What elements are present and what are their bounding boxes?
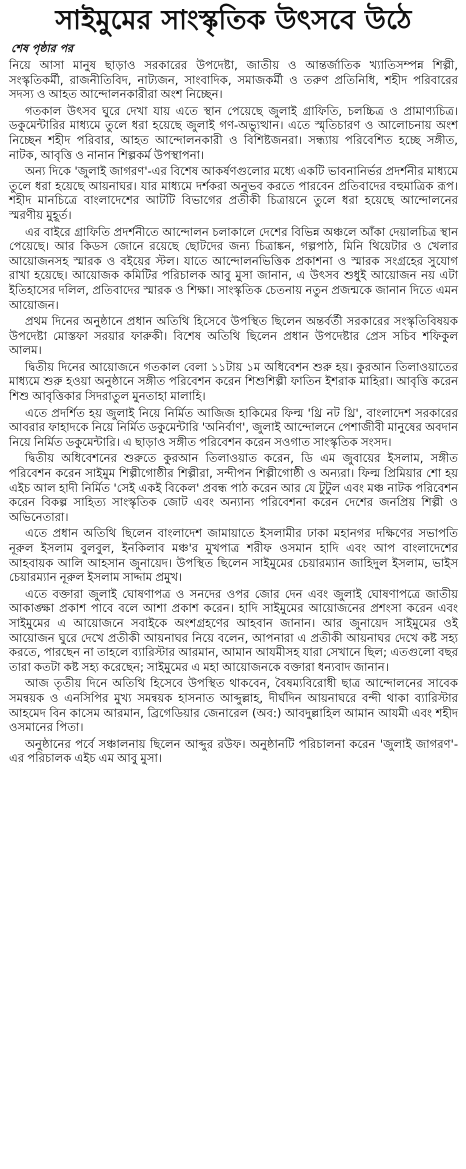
headline: সাইমুমের সাংস্কৃতিক উৎসবে উঠে (55, 5, 412, 36)
paragraph-9: এতে প্রধান অতিথি ছিলেন বাংলাদেশ জামায়াতে ইসলামীর ঢাকা মহানগর দক্ষিণের সভাপতি নূরুল ইসলাম বুলবুল, ইনকিলাব মঞ্চ'র মুখপাত্র শরীফ ওসমান হাদি এবং আপ বাংলাদেশের আহবায়ক আলি আহসান জুনায়েদ। উপস্থিত ছিলেন সাইমুমের চেয়ারম্যান জাহিদুল ইসলাম, ভাইস চেয়ারম্যান নূরুল ইসলাম সাদ্দাম প্রমুখ। (9, 526, 458, 585)
paragraph-7: এতে প্রদর্শিত হয় জুলাই নিয়ে নির্মিত আজিজ হাকিমের ফিল্ম 'থ্রি নট থ্রি', বাংলাদেশ সরকারের আবরার ফাহাদকে নিয়ে নির্মিত ডকুমেন্টারি 'অনির্বাণ', জুলাই আন্দোলনে পেশাজীবী মানুষের অবদান নিয়ে নির্মিত ডকুমেন্টারি। এ ছাড়াও সঙ্গীত পরিবেশন করেন সওগাত সাংস্কৃতিক সংসদ। (9, 405, 458, 449)
paragraph-10: এতে বক্তারা জুলাই ঘোষণাপত্র ও সনদের ওপর জোর দেন এবং জুলাই ঘোষণাপত্রে জাতীয় আকাঙ্ক্ষা প্রকাশ পাবে বলে আশা প্রকাশ করেন। হাদি সাইমুমের আয়োজনের প্রশংসা করেন এবং সাইমুমের এ আয়োজনে সবাইকে অংশগ্রহণের আহবান জানান। আর জুনায়েদ সাইমুমের ওই আয়োজন ঘুরে দেখে প্রতীকী আয়নাঘর নিয়ে বলেন, আপনারা এ প্রতীকী আয়নাঘর দেখে কষ্ট সহ্য করতে, পারছেন না তাহলে ব্যারিস্টার আরমান, আমান আযমীসহ যারা সেখানে ছিল; এতগুলো বছর তারা কতটা কষ্ট সহ্য করেছেন; সাইমুমের এ মহা আয়োজনকে বক্তারা ধন্যবাদ জানান। (9, 586, 458, 674)
paragraph-5: প্রথম দিনের অনুষ্ঠানে প্রধান অতিথি হিসেবে উপস্থিত ছিলেন অন্তর্বর্তী সরকারের সংস্কৃতিবিষয়ক উপদেষ্টা মোস্তফা সরয়ার ফারুকী। বিশেষ অতিথি ছিলেন প্রধান উপদেষ্টার প্রেস সচিব শফিকুল আলম। (9, 314, 458, 358)
paragraph-3: অন্য দিকে 'জুলাই জাগরণ'-এর বিশেষ আকর্ষণগুলোর মধ্যে একটি ভাবনানির্ভর প্রদর্শনীর মাধ্যমে তুলে ধরা হয়েছে আয়নাঘর। যার মাধ্যমে দর্শকরা অনুভব করতে পারবেন প্রতিবাদের বহুমাত্রিক রূপ। শহীদ মানচিত্রে বাংলাদেশের আটটি বিভাগের প্রতীকী চিত্রায়নে তুলে ধরা হয়েছে আন্দোলনের স্মরণীয় মুহূর্ত। (9, 164, 458, 222)
paragraph-12: অনুষ্ঠানের পর্বে সঞ্চালনায় ছিলেন আব্দুর রউফ। অনুষ্ঠানটি পরিচালনা করেন 'জুলাই জাগরণ'-এর পরিচালক এইচ এম আবু মুসা। (9, 736, 458, 766)
paragraph-1: নিয়ে আসা মানুষ ছাড়াও সরকারের উপদেষ্টা, জাতীয় ও আন্তর্জাতিক খ্যাতিসম্পন্ন শিল্পী, সংস্কৃতিকর্মী, রাজনীতিবিদ, নাট্যজন, সাংবাদিক, সমাজকর্মী ও তরুণ প্রতিনিধি, শহীদ পরিবারের সদস্য ও আহত আন্দোলনকারীরা অংশ নিচ্ছেন। (9, 58, 458, 102)
paragraph-11: আজ তৃতীয় দিনে অতিথি হিসেবে উপস্থিত থাকবেন, বৈষম্যবিরোধী ছাত্র আন্দোলনের সাবেক সমন্বয়ক ও এনসিপির মুখ্য সমন্বয়ক হাসনাত আব্দুল্লাহ, দীর্ঘদিন আয়নাঘরে বন্দী থাকা ব্যারিস্টার আহমেদ বিন কাসেম আরমান, ব্রিগেডিয়ার জেনারেল (অব:) আবদুল্লাহিল আমান আযমী এবং শহীদ ওসমানের পিতা। (9, 676, 458, 735)
paragraph-2: গতকাল উৎসব ঘুরে দেখা যায় এতে স্থান পেয়েছে জুলাই গ্রাফিতি, চলচ্চিত্র ও প্রামাণ্যচিত্র। ডকুমেন্টারির মাধ্যমে তুলে ধরা হয়েছে জুলাই গণ-অভ্যুত্থান। এতে স্মৃতিচারণ ও আলোচনায় অংশ নিচ্ছেন শহীদ পরিবার, আহত আন্দোলনকারী ও বিশিষ্টজনরা। সন্ধ্যায় পরিবেশিত হচ্ছে সঙ্গীত, নাটক, আবৃত্তি ও নানান শিল্পকর্ম উপস্থাপনা। (9, 103, 458, 162)
continued-from-label: শেষ পৃষ্ঠার পর (11, 42, 74, 55)
paragraph-8: দ্বিতীয় অধিবেশনের শুরুতে কুরআন তিলাওয়াত করেন, ডি এম জুবায়ের ইসলাম, সঙ্গীত পরিবেশন করেন সাইমুম শিল্পীগোষ্ঠীর শিল্পীরা, সন্দীপন শিল্পীগোষ্ঠী ও অন্যরা। ফিল্ম প্রিমিয়ার শো হয় এইচ আল হাদী নির্মিত 'সেই একই বিকেল' প্রবন্ধ পাঠ করেন আর যে টুটুল এবং মঞ্চ নাটক পরিবেশন করেন বিকল্প সাহিত্য সাংস্কৃতিক জোট এবং অন্যান্য পরিবেশনা করেন দেশের জনপ্রিয় শিল্পী ও অভিনেতারা। (9, 451, 458, 524)
paragraph-4: এর বাইরে গ্রাফিতি প্রদর্শনীতে আন্দোলন চলাকালে দেশের বিভিন্ন অঞ্চলে আঁকা দেয়ালচিত্র স্থান পেয়েছে। আর কিডস জোনে রয়েছে ছোটদের জন্য চিত্রাঙ্কন, গল্পপাঠ, মিনি থিয়েটার ও খেলার আয়োজনসহ স্মারক ও বইয়ের স্টল। যাতে আন্দোলনভিত্তিক প্রকাশনা ও স্মারক সংগ্রহের সুযোগ রাখা হয়েছে। আয়োজক কমিটির পরিচালক আবু মুসা জানান, এ উৎসব শুধুই আয়োজন নয় এটা ইতিহাসের দলিল, প্রতিবাদের স্মারক ও শিক্ষা। সাংস্কৃতিক চেতনায় নতুন প্রজন্মকে জানান দিতে এমন আয়োজন। (9, 224, 458, 312)
paragraph-6: দ্বিতীয় দিনের আয়োজনে গতকাল বেলা ১১টায় ১ম অধিবেশন শুরু হয়। কুরআন তিলাওয়াতের মাধ্যমে শুরু হওয়া অনুষ্ঠানে সঙ্গীত পরিবেশন করেন শিশুশিল্পী ফাতিন ইশরাক মাহিরা। আবৃত্তি করেন শিশু আবৃত্তিকার সিদরাতুল মুনতাহা মালাহি। (9, 359, 458, 404)
